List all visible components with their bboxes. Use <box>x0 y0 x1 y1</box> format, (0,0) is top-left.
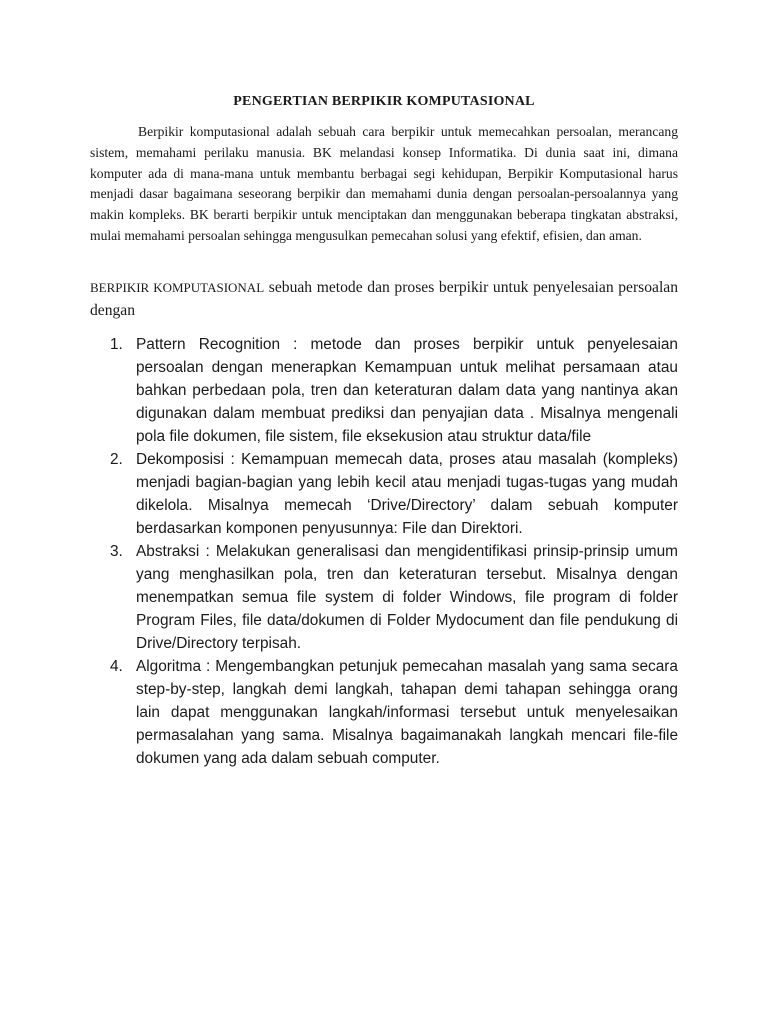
list-item-text: Algoritma : Mengembangkan petunjuk pemecahan masalah yang sama secara step-by-step, langkah demi langkah, tahapan demi tahapan sehingga orang lain dapat menggunakan langkah/informasi tersebut untuk menyelesaikan permasalahan yang sama. Misalnya bagaimanakah langkah mencari file-file dokumen yang ada dalam sebuah computer. <box>136 658 678 767</box>
steps-list <box>90 333 678 770</box>
list-item <box>90 333 678 448</box>
lead-heading: BERPIKIR KOMPUTASIONAL <box>90 280 265 295</box>
list-item-number: 3. <box>110 543 123 560</box>
intro-paragraph: Berpikir komputasional adalah sebuah cara berpikir untuk memecahkan persoalan, merancang sistem, memahami perilaku manusia. BK melandasi konsep Informatika. Di dunia saat ini, dimana komputer ada di mana-mana untuk membantu berbagai segi kehidupan, Berpikir Komputasional harus menjadi dasar bagaimana seseorang berpikir dan memahami dunia dengan persoalan-persoalannya yang makin kompleks. BK berarti berpikir untuk menciptakan dan menggunakan beberapa tingkatan abstraksi, mulai memahami persoalan sehingga mengusulkan pemecahan solusi yang efektif, efisien, dan aman. <box>90 124 678 243</box>
document-title: PENGERTIAN BERPIKIR KOMPUTASIONAL <box>233 94 535 109</box>
list-item <box>90 655 678 770</box>
list-item-text: Pattern Recognition : metode dan proses berpikir untuk penyelesaian persoalan dengan menerapkan Kemampuan untuk melihat persamaan atau bahkan perbedaan pola, tren dan keteraturan dalam data yang nantinya akan digunakan dalam membuat prediksi dan penyajian data . Misalnya mengenali pola file dokumen, file sistem, file eksekusion atau struktur data/file <box>136 336 678 445</box>
list-item-number: 4. <box>110 658 123 675</box>
list-item-text: Dekomposisi : Kemampuan memecah data, proses atau masalah (kompleks) menjadi bagian-bagian yang lebih kecil atau menjadi tugas-tugas yang mudah dikelola. Misalnya memecah ‘Drive/Directory’ dalam sebuah komputer berdasarkan komponen penyusunnya: File dan Direktori. <box>136 451 678 537</box>
list-item-number: 2. <box>110 451 123 468</box>
list-item-number: 1. <box>110 336 123 353</box>
lead-text: sebuah metode dan proses berpikir untuk penyelesaian persoalan dengan <box>90 279 679 319</box>
list-item <box>90 540 678 655</box>
list-item-text: Abstraksi : Melakukan generalisasi dan mengidentifikasi prinsip-prinsip umum yang menghasilkan pola, tren dan keteraturan tersebut. Misalnya dengan menempatkan semua file system di folder Windows, file program di folder Program Files, file data/dokumen di Folder Mydocument dan file pendukung di Drive/Directory terpisah. <box>136 543 678 652</box>
list-item <box>90 448 678 540</box>
lead-paragraph <box>90 276 678 322</box>
